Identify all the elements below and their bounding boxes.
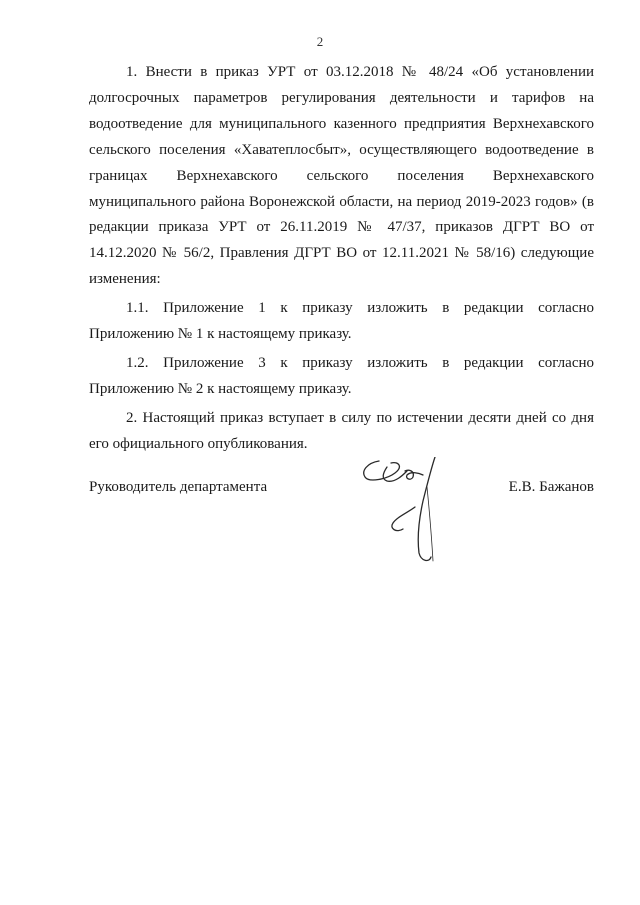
document-body	[89, 60, 594, 458]
signature-block	[89, 479, 594, 579]
paragraph-item-1-2: 1.2. Приложение 3 к приказу изложить в редакции согласно Приложению № 2 к настоящему приказу.	[89, 354, 594, 397]
signatory-role: Руководитель департамента	[89, 479, 268, 495]
paragraph-effective-date: 2. Настоящий приказ вступает в силу по истечении десяти дней со дня его официального опубликования.	[89, 409, 594, 452]
signatory-name: Е.В. Бажанов	[508, 479, 594, 495]
paragraph-item-1-1: 1.1. Приложение 1 к приказу изложить в редакции согласно Приложению № 1 к настоящему приказу.	[89, 300, 594, 343]
paragraph-amendment: 1. Внести в приказ УРТ от 03.12.2018 № 48/24 «Об установлении долгосрочных параметров регулирования деятельности и тарифов на водоотведение для муниципального казенного предприятия Верхнехавского сельского поселения «Хаватеплосбыт», осуществляющего водоотведение в границах Верхнехавского сельского поселения Верхнехавского муниципального района Воронежской области, на период 2019-2023 годов» (в редакции приказа УРТ от 26.11.2019 № 47/37, приказов ДГРТ ВО от 14.12.2020 № 56/2, Правления ДГРТ ВО от 12.11.2021 № 58/16) следующие изменения:	[89, 64, 594, 288]
handwritten-signature	[357, 457, 477, 567]
page-number: 2	[316, 34, 324, 49]
